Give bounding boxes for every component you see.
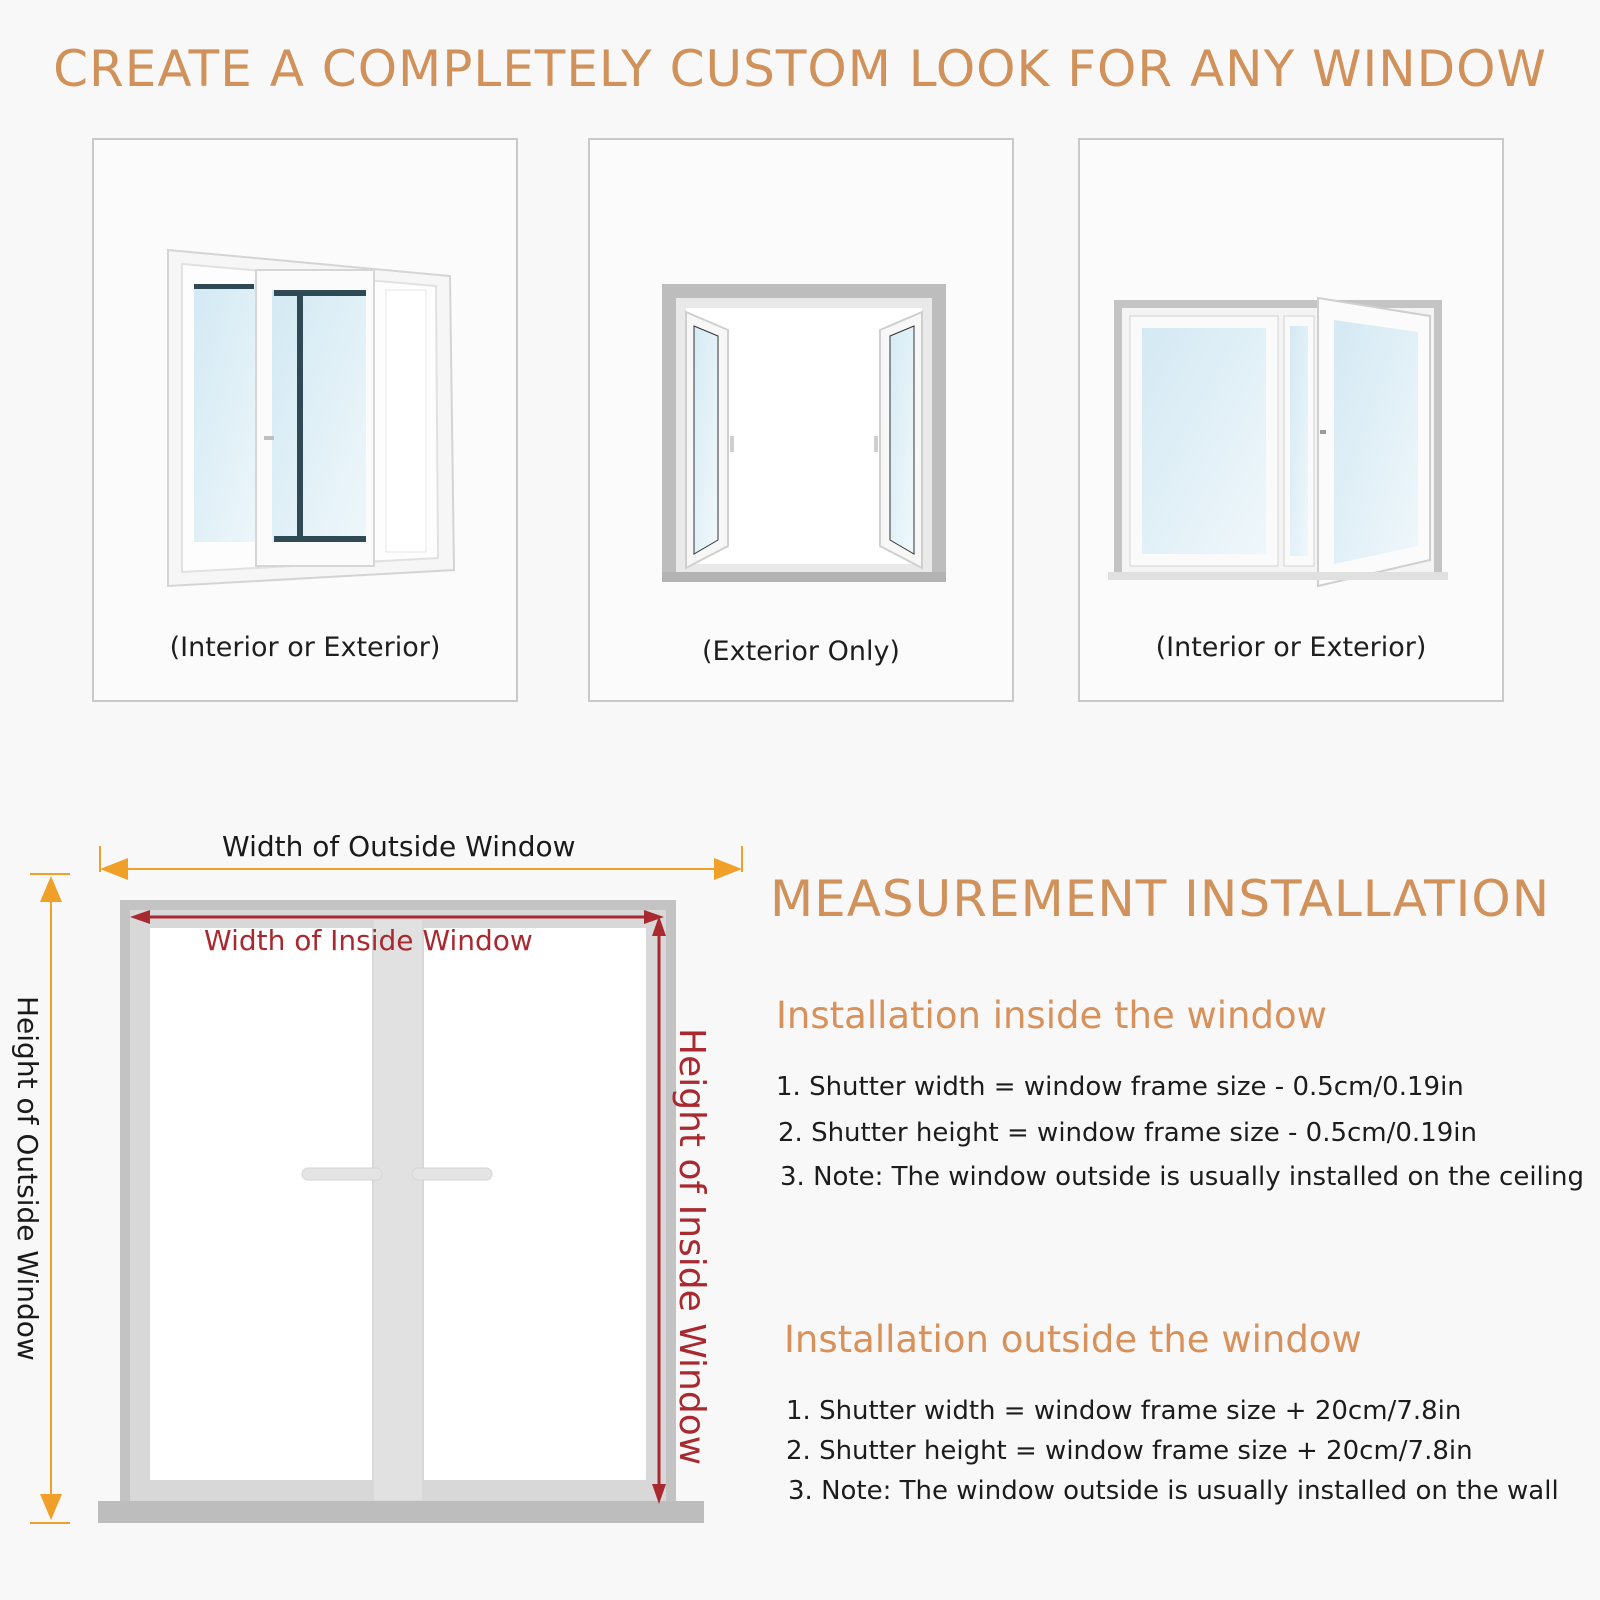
- handle-icon: [412, 1168, 492, 1180]
- window-sill: [98, 1501, 704, 1523]
- window-pane-right: [424, 928, 646, 1480]
- casement-window-icon: [1080, 140, 1506, 704]
- double-casement-window-icon: [590, 140, 1016, 704]
- height-inside-label: Height of Inside Window: [671, 1028, 712, 1466]
- sliding-window-icon: [94, 140, 520, 704]
- inside-installation-title: Installation inside the window: [776, 994, 1327, 1037]
- measurement-title: MEASUREMENT INSTALLATION: [770, 870, 1551, 928]
- window-type-card-casement: [1078, 138, 1504, 702]
- inside-rule: 1. Shutter width = window frame size - 0.5cm/0.19in: [776, 1072, 1464, 1102]
- handle-icon: [302, 1168, 382, 1180]
- inside-rule: 2. Shutter height = window frame size - 0.5cm/0.19in: [778, 1118, 1477, 1148]
- outside-installation-title: Installation outside the window: [784, 1318, 1362, 1361]
- page-title: CREATE A COMPLETELY CUSTOM LOOK FOR ANY WINDOW: [53, 40, 1547, 98]
- window-type-card-double-casement: [588, 138, 1014, 702]
- window-pane-left: [150, 928, 372, 1480]
- inside-rule: 3. Note: The window outside is usually installed on the ceiling: [780, 1162, 1584, 1192]
- outside-rule: 3. Note: The window outside is usually installed on the wall: [788, 1476, 1559, 1506]
- window-caption: (Interior or Exterior): [1155, 632, 1427, 663]
- height-outside-label: Height of Outside Window: [11, 996, 44, 1361]
- window-type-card-sliding: [92, 138, 518, 702]
- outside-rule: 1. Shutter width = window frame size + 20cm/7.8in: [786, 1396, 1462, 1426]
- window-caption: (Exterior Only): [702, 636, 900, 667]
- width-outside-label: Width of Outside Window: [222, 830, 576, 863]
- window-caption: (Interior or Exterior): [169, 632, 441, 663]
- width-inside-label: Width of Inside Window: [204, 924, 533, 957]
- outside-rule: 2. Shutter height = window frame size + 20cm/7.8in: [786, 1436, 1473, 1466]
